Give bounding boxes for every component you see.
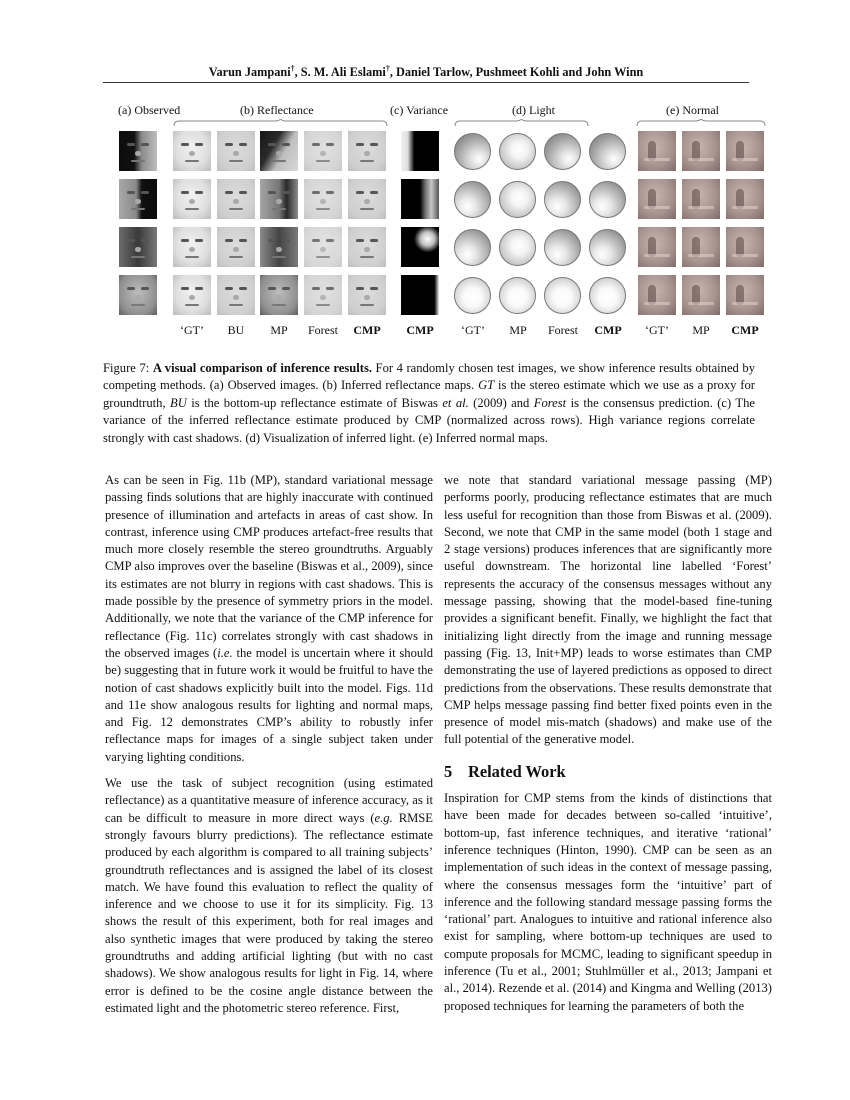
light-cmp-sphere <box>589 181 626 218</box>
normal-cmp-image <box>726 227 764 267</box>
section-heading <box>444 763 772 780</box>
normal-gt-image <box>638 179 676 219</box>
light-forest-sphere <box>544 277 581 314</box>
col-label-gt: ‘GT’ <box>180 323 204 337</box>
section-title: Related Work <box>468 761 566 781</box>
reflectance-forest-image <box>304 275 342 315</box>
light-mp-sphere <box>499 133 536 170</box>
reflectance-forest-image <box>304 227 342 267</box>
normal-cmp-image <box>726 131 764 171</box>
normal-cmp-image <box>726 275 764 315</box>
paragraph: Inspiration for CMP stems from the kinds of distinctions that have been made for decades between so-called ‘intuitive’, bottom-up, fast inference techniques, and iterative ‘rational’ inference techniques (Hinton, 1990). CMP can be seen as an implementation of such ideas in the context of message passing, where the consensus messages form the ‘intuitive’ part of inference and the following standard message passing forms the ‘rational’ part. Analogues to intuitive and rational inference also exist for sampling, where bottom-up techniques are used to compute proposals for MCMC, leading to significant speedup in inference (Tu et al., 2001; Stuhlmüller et al., 2013; Jampani et al., 2014). Rezende et al. (2014) and Kingma and Welling (2013) proposed techniques for learning the parameters of both the <box>444 791 772 1013</box>
figure-7 <box>103 100 763 350</box>
light-mp-sphere <box>499 181 536 218</box>
author-eslami: S. M. Ali Eslami <box>300 65 386 80</box>
col-label-cmp-variance: CMP <box>406 323 434 337</box>
observed-image <box>119 131 157 171</box>
reflectance-cmp-image <box>348 179 386 219</box>
col-label-gt-normal: ‘GT’ <box>645 323 669 337</box>
normal-gt-image <box>638 131 676 171</box>
header-rule <box>103 82 749 83</box>
right-column <box>444 472 772 1024</box>
group-label-observed: (a) Observed <box>118 103 181 117</box>
reflectance-mp-image <box>260 179 298 219</box>
observed-image <box>119 227 157 267</box>
light-mp-sphere <box>499 277 536 314</box>
normal-mp-image <box>682 131 720 171</box>
normal-mp-image <box>682 275 720 315</box>
brace-reflectance <box>173 119 388 127</box>
reflectance-bu-image <box>217 131 255 171</box>
light-gt-sphere <box>454 181 491 218</box>
col-label-cmp: CMP <box>353 323 381 337</box>
variance-cmp-image <box>401 275 439 315</box>
light-gt-sphere <box>454 229 491 266</box>
light-gt-sphere <box>454 277 491 314</box>
reflectance-mp-image <box>260 131 298 171</box>
col-label-cmp-normal: CMP <box>731 323 759 337</box>
paragraph: we note that standard variational message passing (MP) performs poorly, producing reflectance estimates that are much less useful for recognition than those from Biswas et al. (2009). Second, we note that CMP in the same model (both 1 stage and 2 stage versions) produces inferences that are significantly more useful downstream. The horizontal line labelled ‘Forest’ represents the accuracy of the consensus messages without any message passing, showing that the model-based fine-tuning provides a significant benefit. Finally, we highlight the fact that initializing light directly from the image and running message passing (Fig. 13, Init+MP) leads to worse estimates than CMP demonstrating the use of layered predictions as opposed to direct predictions from the observations. These results demonstrate that CMP helps message passing find better fixed points even in the presence of model mis-match (shadows) and make use of the full potential of the generative model. <box>444 473 772 747</box>
observed-image <box>119 179 157 219</box>
reflectance-gt-image <box>173 179 211 219</box>
col-label-mp: MP <box>270 323 288 337</box>
running-header: Varun Jampani†, S. M. Ali Eslami†, Daniel Tarlow, Pushmeet Kohli and John Winn <box>208 64 644 80</box>
brace-light <box>454 119 589 127</box>
col-label-bu: BU <box>227 323 245 337</box>
reflectance-bu-image <box>217 179 255 219</box>
group-label-light: (d) Light <box>512 103 555 117</box>
section-number: 5 <box>444 761 453 781</box>
reflectance-forest-image <box>304 179 342 219</box>
reflectance-gt-image <box>173 275 211 315</box>
group-label-normal: (e) Normal <box>666 103 719 117</box>
paragraph: We use the task of subject recognition (using estimated reflectance) as a quantitative measure of inference accuracy, as it can be difficult to measure in more direct ways (e.g. RMSE strongly favours blurry predictions). The reflectance estimate produced by each algorithm is compared to all training subjects’ groundtruth reflectances and is assigned the label of its closest match. We have found this evaluation to reflect the quality of inference and we choose to use it for its simplicity. Fig. 13 shows the result of this experiment, both for real images and also synthetic images that were produced by taking the stereo groundtruths and adding artificial lighting (but with no cast shadows). We show analogous results for light in Fig. 14, where error is defined to be the cosine angle distance between the estimated light and the photometric stereo reference. First, <box>105 776 433 1015</box>
normal-cmp-image <box>726 179 764 219</box>
col-label-forest-light: Forest <box>548 323 578 337</box>
left-column <box>105 472 433 1026</box>
normal-gt-image <box>638 275 676 315</box>
col-label-gt-light: ‘GT’ <box>461 323 485 337</box>
reflectance-gt-image <box>173 227 211 267</box>
caption-title: A visual comparison of inference results. <box>152 361 372 375</box>
figure-caption: Figure 7: A visual comparison of inference results. For 4 randomly chosen test images, we show inference results obtained by competing methods. (a) Observed images. (b) Inferred reflectance maps. GT is the stereo estimate which we use as a proxy for groundtruth, BU is the bottom-up reflectance estimate of Biswas et al. (2009) and Forest is the consensus prediction. (c) The variance of the inferred reflectance estimate produced by CMP (normalized across rows). High variance regions correlate strongly with cast shadows. (d) Visualization of inferred light. (e) Inferred normal maps. <box>103 361 756 445</box>
light-cmp-sphere <box>589 229 626 266</box>
caption-label: Figure 7: <box>103 361 150 375</box>
col-label-mp-normal: MP <box>692 323 710 337</box>
reflectance-cmp-image <box>348 275 386 315</box>
reflectance-gt-image <box>173 131 211 171</box>
reflectance-forest-image <box>304 131 342 171</box>
light-gt-sphere <box>454 133 491 170</box>
light-forest-sphere <box>544 181 581 218</box>
col-label-cmp-light: CMP <box>594 323 622 337</box>
col-label-forest: Forest <box>308 323 338 337</box>
normal-mp-image <box>682 179 720 219</box>
paragraph: As can be seen in Fig. 11b (MP), standard variational message passing finds solutions that are highly inaccurate with continued presence of illumination and artefacts in areas of cast show. In contrast, inference using CMP produces artefact-free results that much more closely resemble the stereo groundtruths. Arguably CMP also improves over the baseline (Biswas et al., 2009), since its estimates are not blurry in regions with cast shadows. This is made possible by the presence of symmetry priors in the model. Additionally, we note that the variance of the CMP inference for reflectance (Fig. 11c) correlates strongly with cast shadows in the observed images (i.e. the model is uncertain where it should be) suggesting that in future work it would be fruitful to have the notion of cast shadows explicitly built into the model. Figs. 11d and 11e show analogous results for lighting and normal maps, and Fig. 12 demonstrates CMP’s ability to robustly infer reflectance maps for images of a single subject taken under varying lighting conditions. <box>105 473 433 764</box>
light-forest-sphere <box>544 133 581 170</box>
reflectance-mp-image <box>260 275 298 315</box>
dagger-mark: † <box>385 64 390 73</box>
reflectance-cmp-image <box>348 227 386 267</box>
other-authors: , Daniel Tarlow, Pushmeet Kohli and John Winn <box>389 65 644 80</box>
col-label-mp-light: MP <box>509 323 527 337</box>
light-cmp-sphere <box>589 277 626 314</box>
author-jampani: Varun Jampani <box>208 65 291 80</box>
dagger-mark: † <box>290 64 295 73</box>
group-label-reflectance: (b) Reflectance <box>240 103 314 117</box>
brace-normal <box>636 119 766 127</box>
reflectance-cmp-image <box>348 131 386 171</box>
normal-gt-image <box>638 227 676 267</box>
observed-image <box>119 275 157 315</box>
reflectance-mp-image <box>260 227 298 267</box>
variance-cmp-image <box>401 131 439 171</box>
reflectance-bu-image <box>217 227 255 267</box>
normal-mp-image <box>682 227 720 267</box>
group-label-variance: (c) Variance <box>390 103 449 117</box>
variance-cmp-image <box>401 179 439 219</box>
light-cmp-sphere <box>589 133 626 170</box>
reflectance-bu-image <box>217 275 255 315</box>
variance-cmp-image <box>401 227 439 267</box>
light-forest-sphere <box>544 229 581 266</box>
light-mp-sphere <box>499 229 536 266</box>
